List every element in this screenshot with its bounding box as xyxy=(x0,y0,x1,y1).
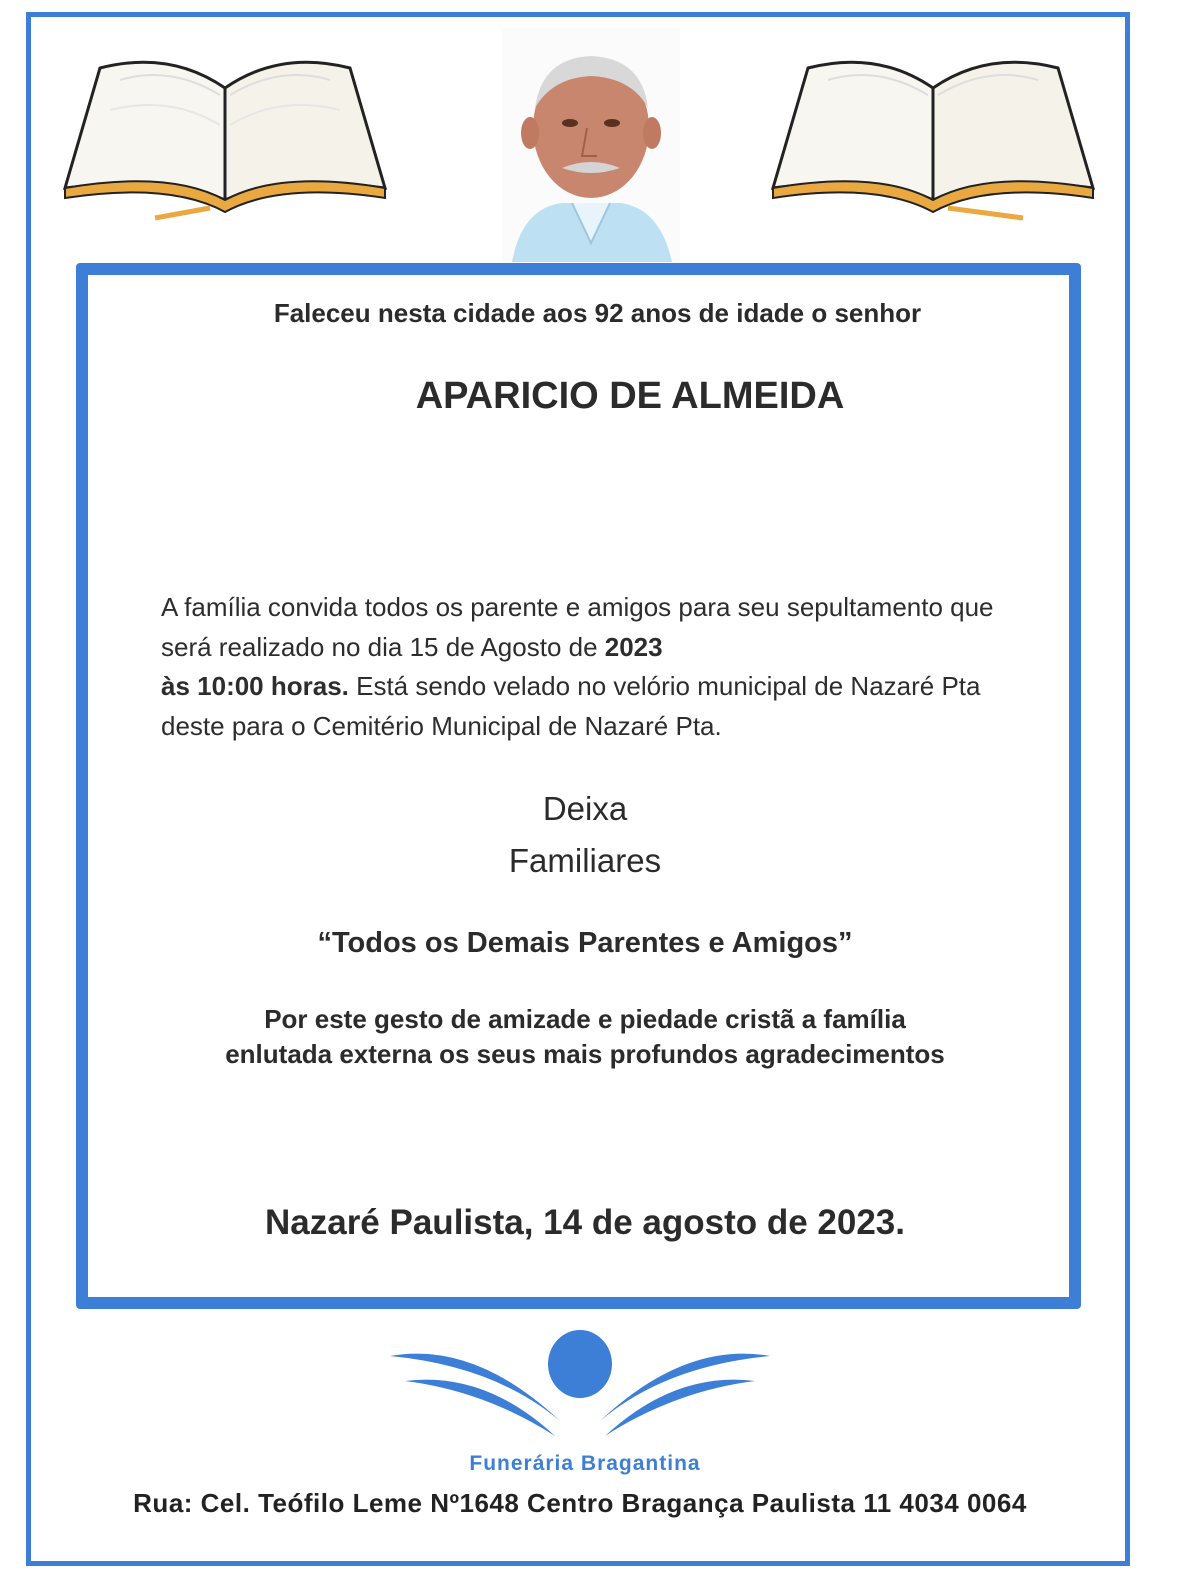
burial-paragraph xyxy=(161,588,1041,746)
paragraph-year: 2023 xyxy=(604,631,663,662)
funeral-home-address: Rua: Cel. Teófilo Leme Nº1648 Centro Bragança Paulista 11 4034 0064 xyxy=(133,1488,1027,1518)
paragraph-part2: Está sendo velado no velório municipal de Nazaré Pta deste para o Cemitério Municipal de Nazaré Pta. xyxy=(161,671,981,741)
quote-text: “Todos os Demais Parentes e Amigos” xyxy=(317,927,853,959)
thanks-line-1: Por este gesto de amizade e piedade cristã a família xyxy=(264,1004,906,1034)
paragraph-part1: A família convida todos os parente e amigos para seu sepultamento que será realizado no dia 15 de Agosto de xyxy=(161,592,994,662)
leaves-label: Deixa xyxy=(542,790,628,827)
paragraph-time: às 10:00 horas. xyxy=(161,671,349,701)
thanks-line-2: enlutada externa os seus mais profundos agradecimentos xyxy=(225,1039,945,1069)
thanks-text xyxy=(130,1002,1040,1072)
date-place: Nazaré Paulista, 14 de agosto de 2023. xyxy=(264,1203,905,1242)
open-book-icon xyxy=(768,40,1098,225)
leaves-value: Familiares xyxy=(508,842,662,879)
funeral-home-name: Funerária Bragantina xyxy=(469,1452,701,1475)
open-book-icon xyxy=(60,40,390,225)
notice-frame xyxy=(76,263,1081,1309)
funeral-home-logo xyxy=(385,1326,785,1446)
deceased-name: APARICIO DE ALMEIDA xyxy=(415,375,845,417)
intro-text: Faleceu nesta cidade aos 92 anos de idade o senhor xyxy=(273,298,922,328)
portrait-photo xyxy=(502,28,680,262)
